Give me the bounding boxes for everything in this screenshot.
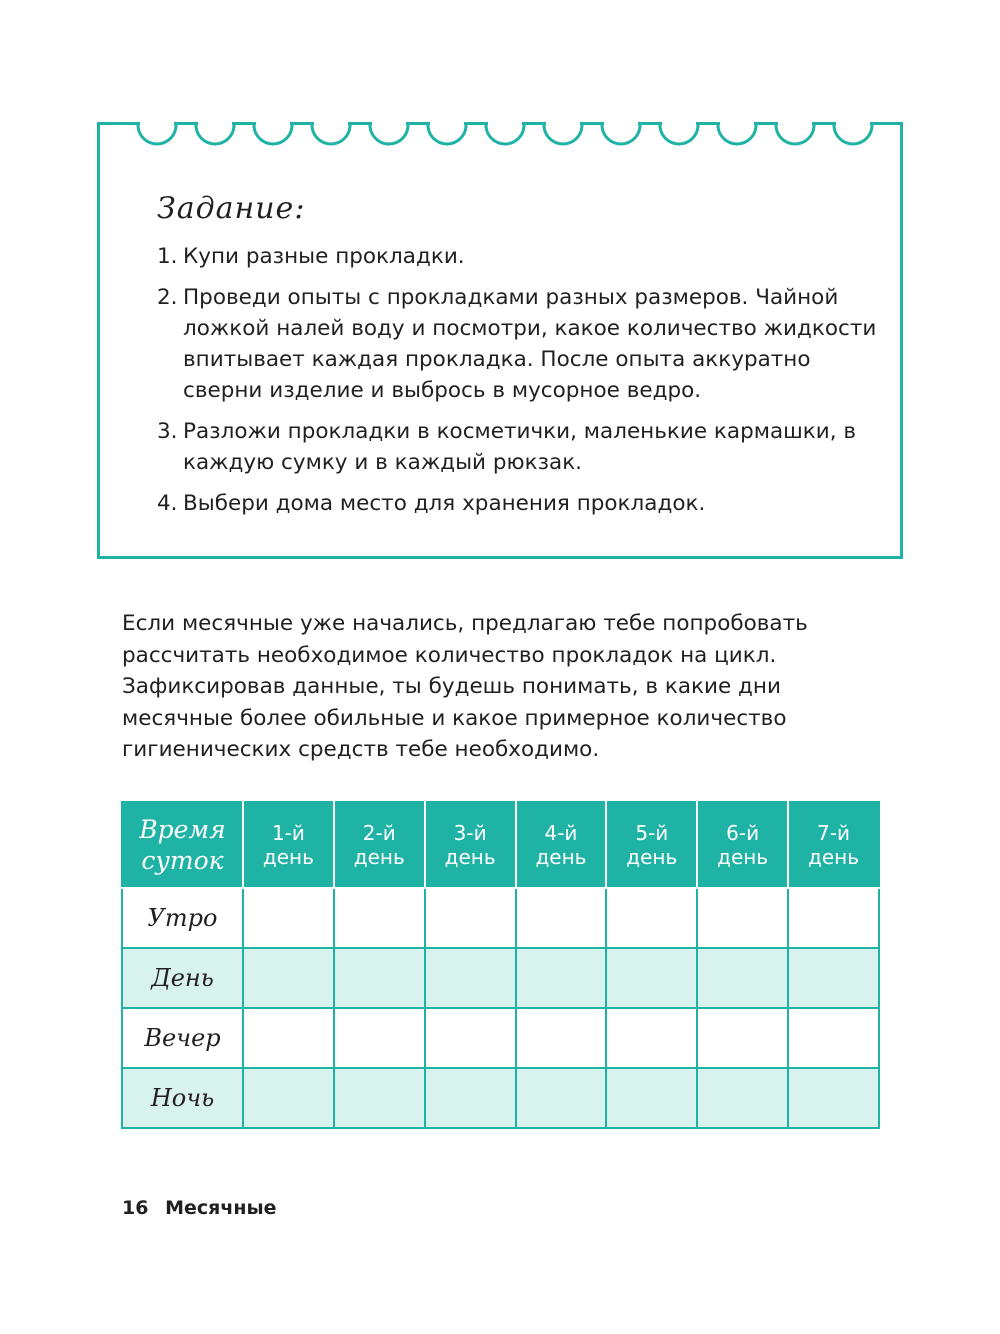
header-day-line: 3-й xyxy=(453,821,487,845)
intro-paragraph: Если месячные уже начались, предлагаю тебе попробовать рассчитать необходимое количество прокладок на цикл. Зафиксировав данные, ты будешь понимать, в какие дни месячные более обильные и какое примерное количество гигиенических средств тебе необходимо. xyxy=(122,611,808,762)
table-cell[interactable] xyxy=(334,1068,425,1128)
header-day-3 xyxy=(425,802,516,888)
page-footer xyxy=(122,1197,277,1219)
page-number: 16 xyxy=(122,1197,149,1219)
table-cell[interactable] xyxy=(334,948,425,1008)
header-day-line: день xyxy=(626,845,678,869)
task-item-text: Выбери дома место для хранения прокладок. xyxy=(183,491,706,516)
table-cell[interactable] xyxy=(606,888,697,948)
header-day-4 xyxy=(516,802,607,888)
task-item-text: Купи разные прокладки. xyxy=(183,244,465,269)
task-item-number: 3. xyxy=(157,419,178,444)
header-day-line: 4-й xyxy=(544,821,578,845)
table-cell[interactable] xyxy=(243,1008,334,1068)
task-item-number: 2. xyxy=(157,285,178,310)
task-box xyxy=(97,122,903,559)
table-cell[interactable] xyxy=(697,1068,788,1128)
header-time-of-day-line: суток xyxy=(141,846,224,875)
table-cell[interactable] xyxy=(516,888,607,948)
header-time-of-day xyxy=(122,802,243,888)
table-header-row xyxy=(122,802,879,888)
table-cell[interactable] xyxy=(425,888,516,948)
header-day-line: 5-й xyxy=(635,821,669,845)
table-cell[interactable] xyxy=(788,888,879,948)
row-label-day: День xyxy=(122,948,243,1008)
table-row-morning xyxy=(122,888,879,948)
table-cell[interactable] xyxy=(788,948,879,1008)
notebook-rings-decoration xyxy=(100,122,906,162)
row-label-evening: Вечер xyxy=(122,1008,243,1068)
task-item-text: Разложи прокладки в косметички, маленькие кармашки, в каждую сумку и в каждый рюкзак. xyxy=(183,419,857,475)
task-item-2 xyxy=(157,282,877,406)
row-label-night: Ночь xyxy=(122,1068,243,1128)
task-item-1 xyxy=(157,241,877,272)
table-cell[interactable] xyxy=(788,1068,879,1128)
table-cell[interactable] xyxy=(516,1008,607,1068)
task-item-text: Проведи опыты с прокладками разных размеров. Чайной ложкой налей воду и посмотри, какое количество жидкости впитывает каждая прокладка. После опыта аккуратно сверни изделие и выбрось в мусорное ведро. xyxy=(183,285,877,403)
header-day-1 xyxy=(243,802,334,888)
table-cell[interactable] xyxy=(697,1008,788,1068)
task-item-3 xyxy=(157,416,877,478)
header-day-line: день xyxy=(353,845,405,869)
table-row-night xyxy=(122,1068,879,1128)
table-cell[interactable] xyxy=(697,948,788,1008)
header-day-line: день xyxy=(535,845,587,869)
header-day-line: день xyxy=(262,845,314,869)
table-cell[interactable] xyxy=(334,1008,425,1068)
header-day-line: день xyxy=(444,845,496,869)
table-cell[interactable] xyxy=(697,888,788,948)
header-time-of-day-line: Время xyxy=(139,815,226,844)
header-day-line: 2-й xyxy=(362,821,396,845)
table-cell[interactable] xyxy=(334,888,425,948)
header-day-5 xyxy=(606,802,697,888)
table-row-evening xyxy=(122,1008,879,1068)
task-title: Задание: xyxy=(157,191,306,226)
table-cell[interactable] xyxy=(606,1008,697,1068)
table-row-day xyxy=(122,948,879,1008)
task-list xyxy=(157,241,877,529)
task-item-4 xyxy=(157,488,877,519)
table-cell[interactable] xyxy=(243,1068,334,1128)
table-cell[interactable] xyxy=(606,948,697,1008)
section-title: Месячные xyxy=(165,1197,277,1219)
task-item-number: 4. xyxy=(157,491,178,516)
header-day-line: день xyxy=(717,845,769,869)
table-cell[interactable] xyxy=(243,948,334,1008)
header-day-2 xyxy=(334,802,425,888)
table-cell[interactable] xyxy=(243,888,334,948)
header-day-7 xyxy=(788,802,879,888)
table-cell[interactable] xyxy=(425,1068,516,1128)
header-day-line: 7-й xyxy=(817,821,850,845)
table-cell[interactable] xyxy=(425,948,516,1008)
header-day-6 xyxy=(697,802,788,888)
pad-tracker-table xyxy=(121,801,880,1129)
table-cell[interactable] xyxy=(425,1008,516,1068)
table-cell[interactable] xyxy=(516,948,607,1008)
table-cell[interactable] xyxy=(788,1008,879,1068)
task-item-number: 1. xyxy=(157,244,178,269)
table-cell[interactable] xyxy=(516,1068,607,1128)
header-day-line: день xyxy=(808,845,860,869)
table-cell[interactable] xyxy=(606,1068,697,1128)
row-label-morning: Утро xyxy=(122,888,243,948)
header-day-line: 1-й xyxy=(271,821,305,845)
header-day-line: 6-й xyxy=(726,821,760,845)
